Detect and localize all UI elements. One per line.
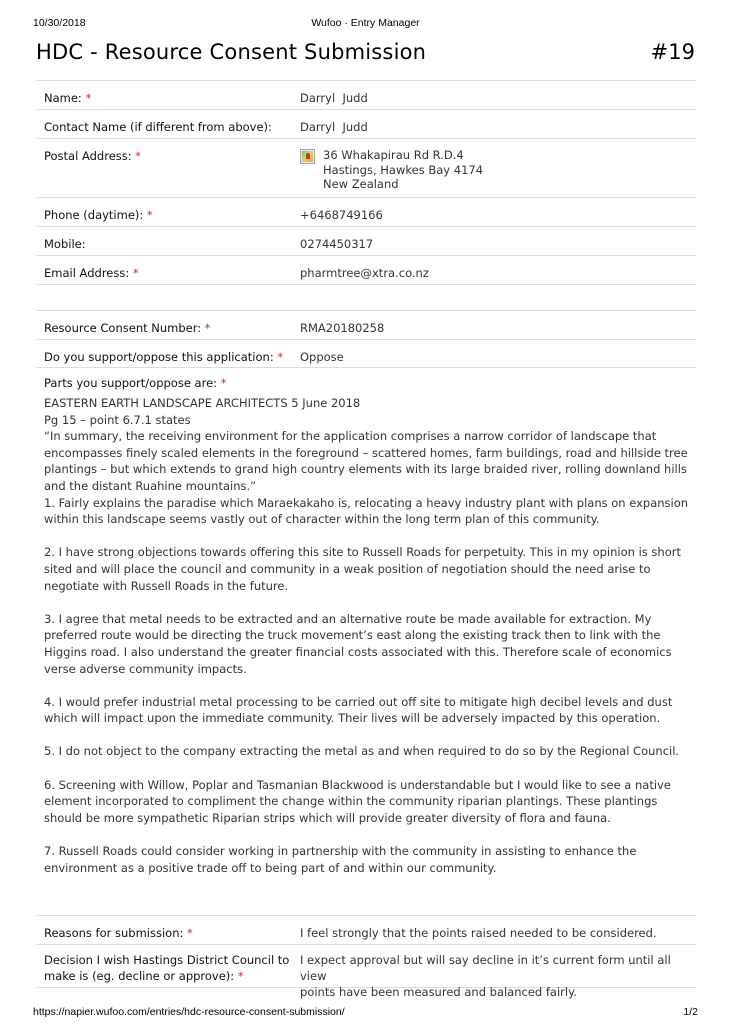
field-row-decision: [36, 944, 696, 999]
field-label: Contact Name (if different from above):: [44, 120, 272, 134]
section-spacer: [36, 284, 696, 310]
form-title: HDC - Resource Consent Submission: [36, 40, 427, 64]
field-row-email: [36, 255, 696, 284]
print-url: https://napier.wufoo.com/entries/hdc-resource-consent-submission/: [33, 1006, 345, 1018]
parts-paragraph: 7. Russell Roads could consider working in partnership with the community in assisting to enhance the environment as a positive trade off to being part of and within our community.: [44, 844, 637, 875]
parts-text: [44, 395, 694, 876]
field-row-consent-number: [36, 310, 696, 339]
form-title-bar: [36, 40, 695, 70]
parts-paragraph: 5. I do not object to the company extracting the metal as and when required to do so by the Regional Council.: [44, 744, 680, 759]
field-row-parts: [36, 367, 696, 915]
field-value: Darryl Judd: [300, 120, 368, 134]
page-number: 1/2: [683, 1006, 698, 1018]
field-label: Resource Consent Number: *: [44, 321, 211, 335]
field-label: Email Address: *: [44, 266, 139, 280]
field-value: Darryl Judd: [300, 91, 368, 105]
required-marker: *: [220, 376, 227, 390]
parts-paragraph: 6. Screening with Willow, Poplar and Tasmanian Blackwood is understandable but I would like to see a native element incorporated to compliment the change within the community riparian plantings. These plantings should be more sympathetic Riparian strips which will provide greater diversity of flora and fauna.: [44, 777, 671, 825]
field-row-reasons: [36, 915, 696, 944]
required-marker: *: [135, 149, 142, 163]
field-label: Parts you support/oppose are: *: [44, 376, 227, 390]
field-value: Oppose: [300, 350, 344, 364]
field-row-phone: [36, 197, 696, 226]
print-title: Wufoo · Entry Manager: [311, 17, 420, 29]
print-header: [33, 17, 698, 31]
required-marker: *: [204, 321, 211, 335]
field-row-contact-name: [36, 109, 696, 138]
field-value: RMA20180258: [300, 321, 385, 335]
required-marker: *: [277, 350, 284, 364]
required-marker: *: [146, 208, 153, 222]
parts-paragraph: “In summary, the receiving environment for the application comprises a narrow corridor of landscape that encompasses finely scaled elements in the foreground – scattered homes, farm buildings, road and hillside tree plantings – but which extends to grand high country elements with its large braided river, rolling downland hills and the distant Ruahine mountains.”: [44, 429, 688, 493]
field-row-mobile: [36, 226, 696, 255]
entry-number: #19: [650, 40, 695, 64]
required-marker: *: [187, 926, 193, 940]
paragraph-gap: [44, 826, 694, 843]
paragraph-gap: [44, 760, 694, 777]
email-link[interactable]: pharmtree@xtra.co.nz: [300, 266, 429, 280]
field-row-name: [36, 80, 696, 109]
field-label: Name: *: [44, 91, 92, 105]
address-value: 36 Whakapirau Rd R.D.4 Hastings, Hawkes Bay 4174 New Zealand: [323, 148, 484, 191]
required-marker: *: [237, 969, 244, 983]
field-value: I feel strongly that the points raised needed to be considered.: [300, 926, 657, 940]
paragraph-gap: [44, 528, 694, 545]
field-value: 0274450317: [300, 237, 374, 251]
parts-paragraph: 2. I have strong objections towards offering this site to Russell Roads for perpetuity. This in my opinion is short sited and will place the council and community in a weak position of negotiation should the need arise to negotiate with Russell Roads in the future.: [44, 545, 681, 593]
parts-paragraph: Pg 15 – point 6.7.1 states: [44, 412, 191, 427]
field-value: +6468749166: [300, 208, 383, 222]
parts-paragraph: 3. I agree that metal needs to be extracted and an alternative route be made available for extraction. My preferred route would be directing the truck movement’s east along the existing track then to link with the Higgins road. I also understand the greater financial costs associated with this. Therefore scale of economics verse adverse community impacts.: [44, 611, 672, 676]
parts-paragraph: 4. I would prefer industrial metal processing to be carried out off site to mitigate high decibel levels and dust which will impact upon the immediate community. Their lives will be adversely impacted by this operation.: [44, 694, 673, 726]
field-label: Do you support/oppose this application: *: [44, 350, 284, 364]
field-label: Mobile:: [44, 237, 86, 251]
field-label: Postal Address: *: [44, 149, 142, 163]
required-marker: *: [132, 266, 139, 280]
print-date: 10/30/2018: [33, 17, 86, 29]
field-label: Reasons for submission: *: [44, 926, 193, 940]
field-value: I expect approval but will say decline in it’s current form until all view points have been measured and balanced fairly.: [300, 953, 671, 999]
paragraph-gap: [44, 594, 694, 611]
paragraph-gap: [44, 677, 694, 694]
field-label: Decision I wish Hastings District Council to make is (eg. decline or approve): *: [44, 953, 290, 983]
entry-fields: [36, 80, 696, 999]
parts-paragraph: EASTERN EARTH LANDSCAPE ARCHITECTS 5 June 2018: [44, 396, 361, 410]
field-row-postal-address: [36, 138, 696, 197]
print-footer: [33, 1006, 698, 1020]
parts-paragraph: 1. Fairly explains the paradise which Maraekakaho is, relocating a heavy industry plant with plans on expansion within this landscape seems vastly out of character within the long term plan of this community.: [44, 495, 689, 527]
field-label: Phone (daytime): *: [44, 208, 153, 222]
required-marker: *: [85, 91, 92, 105]
paragraph-gap: [44, 727, 694, 744]
map-icon[interactable]: [300, 149, 315, 164]
field-row-support-oppose: [36, 339, 696, 367]
